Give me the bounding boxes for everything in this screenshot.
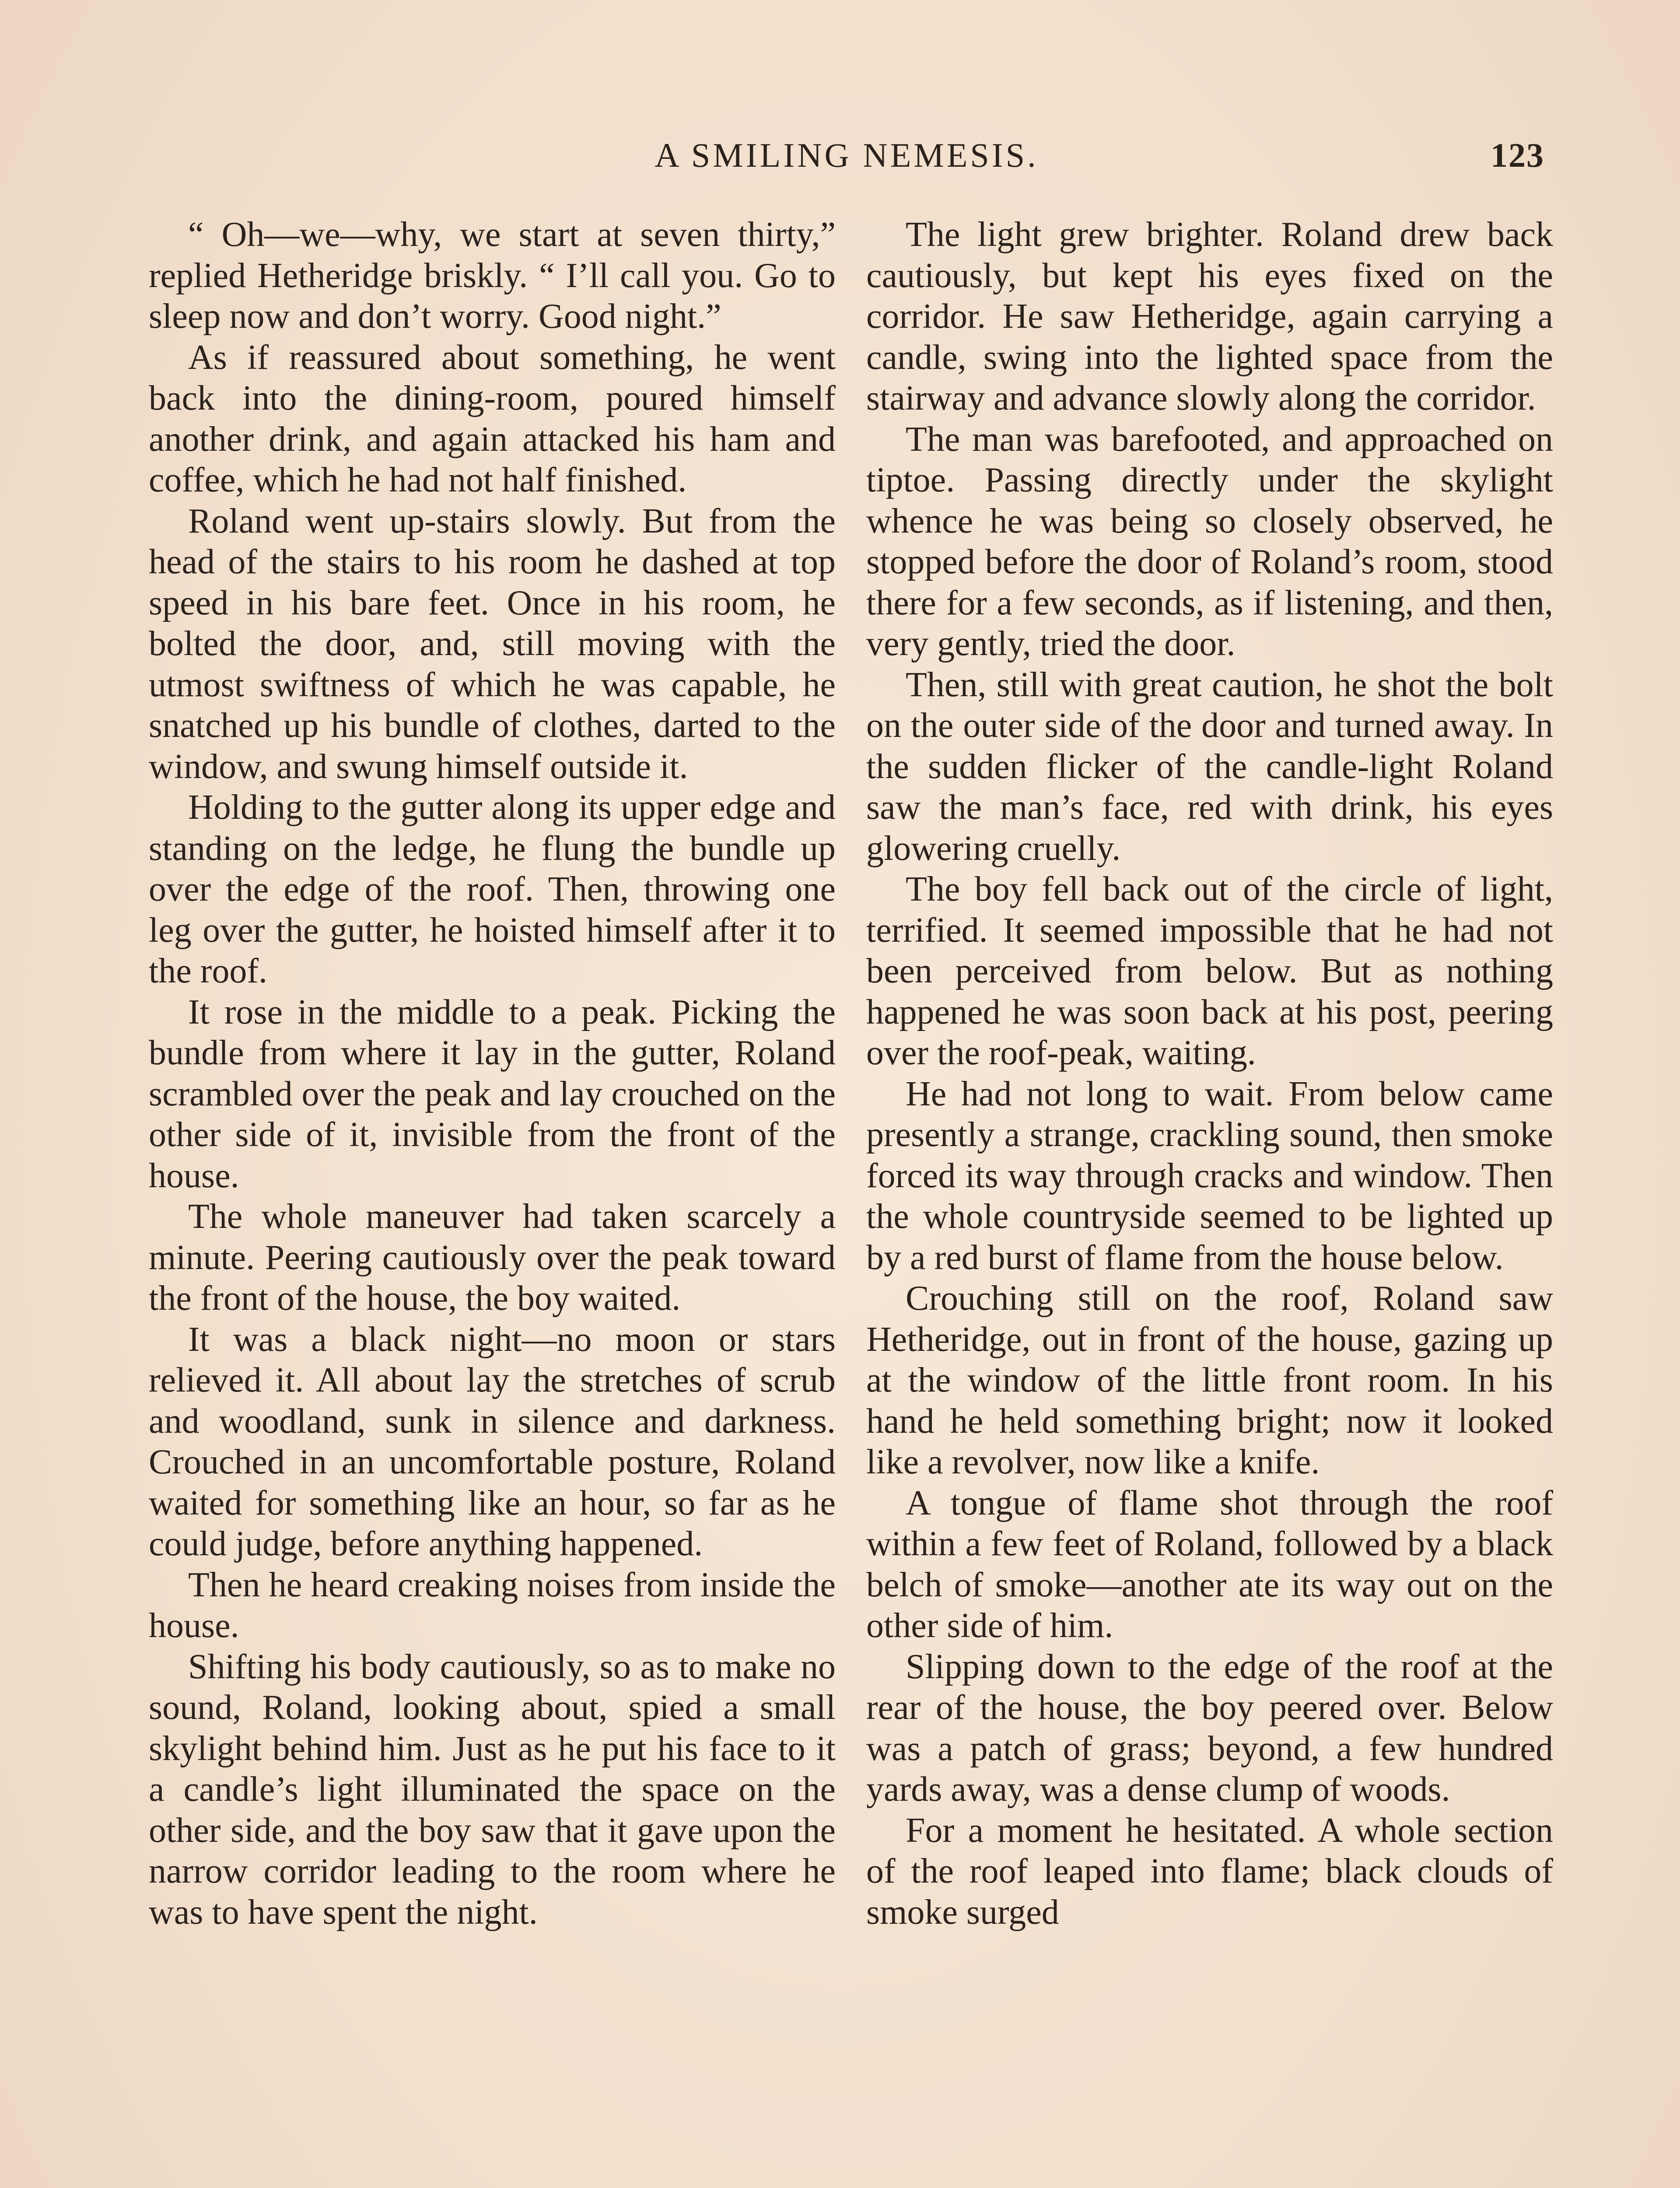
paragraph: Crouching still on the roof, Roland saw Hetheridge, out in front of the house, gazing up at the window of the little front room. In his hand he held something bright; now it looked like a revolver, now like a knife.	[866, 1279, 1553, 1481]
paragraph: The boy fell back out of the circle of light, terrified. It seemed impossible that he had not been perceived from below. But as nothing happened he was soon back at his post, peering over the roof-peak, waiting.	[866, 870, 1553, 1072]
paragraph: Slipping down to the edge of the roof at the rear of the house, the boy peered over. Below was a patch of grass; beyond, a few hundred yards away, was a dense clump of woods.	[866, 1647, 1553, 1809]
left-column	[149, 214, 836, 1933]
running-title: A SMILING NEMESIS.	[654, 136, 1039, 174]
paragraph: The light grew brighter. Roland drew back cautiously, but kept his eyes fixed on the corridor. He saw Hetheridge, again carrying a candle, swing into the lighted space from the stairway and advance slowly along the corridor.	[866, 215, 1553, 417]
paragraph: As if reassured about something, he went back into the dining-room, poured himself another drink, and again attacked his ham and coffee, which he had not half finished.	[149, 338, 836, 499]
paragraph: A tongue of flame shot through the roof within a few feet of Roland, followed by a black belch of smoke—another ate its way out on the other side of him.	[866, 1483, 1553, 1645]
running-head	[144, 136, 1549, 184]
paragraph: It rose in the middle to a peak. Picking the bundle from where it lay in the gutter, Roland scrambled over the peak and lay crouched on the other side of it, invisible from the front of the house.	[149, 992, 836, 1195]
paragraph: Then he heard creaking noises from inside the house.	[149, 1565, 836, 1645]
paragraph: Roland went up-stairs slowly. But from the head of the stairs to his room he dashed at top speed in his bare feet. Once in his room, he bolted the door, and, still moving with the utmost swiftness of which he was capable, he snatched up his bundle of clothes, darted to the window, and swung himself outside it.	[149, 501, 836, 786]
paragraph: Then, still with great caution, he shot the bolt on the outer side of the door and turned away. In the sudden flicker of the candle-light Roland saw the man’s face, red with drink, his eyes glowering cruelly.	[866, 665, 1553, 868]
paragraph: The man was barefooted, and approached on tiptoe. Passing directly under the skylight whence he was being so closely observed, he stopped before the door of Roland’s room, stood there for a few seconds, as if listening, and then, very gently, tried the door.	[866, 420, 1553, 663]
paragraph: It was a black night—no moon or stars relieved it. All about lay the stretches of scrub and woodland, sunk in silence and darkness. Crouched in an uncomfortable posture, Roland waited for something like an hour, so far as he could judge, before anything happened.	[149, 1320, 836, 1563]
paragraph: “ Oh—we—why, we start at seven thirty,” replied Hetheridge briskly. “ I’ll call you. Go to sleep now and don’t worry. Good night.”	[149, 215, 836, 336]
paragraph: He had not long to wait. From below came presently a strange, crackling sound, then smoke forced its way through cracks and window. Then the whole countryside seemed to be lighted up by a red burst of flame from the house below.	[866, 1074, 1553, 1277]
paragraph: For a moment he hesitated. A whole section of the roof leaped into flame; black clouds of smoke surged	[866, 1811, 1553, 1932]
paragraph: The whole maneuver had taken scarcely a minute. Peering cautiously over the peak toward the front of the house, the boy waited.	[149, 1197, 836, 1318]
right-column	[866, 214, 1553, 1933]
page-number: 123	[1491, 136, 1544, 174]
paragraph: Shifting his body cautiously, so as to make no sound, Roland, looking about, spied a small skylight behind him. Just as he put his face to it a candle’s light illuminated the space on the other side, and the boy saw that it gave upon the narrow corridor leading to the room where he was to have spent the night.	[149, 1647, 836, 1932]
paragraph: Holding to the gutter along its upper edge and standing on the ledge, he flung the bundle up over the edge of the roof. Then, throwing one leg over the gutter, he hoisted himself after it to the roof.	[149, 788, 836, 990]
